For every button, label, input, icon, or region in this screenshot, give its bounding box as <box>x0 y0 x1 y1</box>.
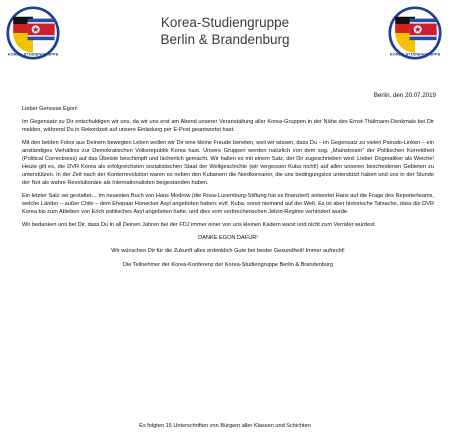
paragraph-2: Mit den beiden Fotos aus Deinem bewegten Leben wollen wir Dir eine kleine Freude bereiten, weil wir wissen, dass Du – im Gegensatz zu vielen Pseudo-Linken – ein anständiges Verhältnis zur Demokratischen Volksrepublik Korea hast. Unsere Gruppen werden natürlich von dem sog. „Mainstream“ der Politischen Korrektheit (Political Correctness) auf das Übelste beschimpft und lächerlich gemacht. Wir halten es mit einem Satz, der Dir zugeschrieben wird: Lieber Dogmatiker als Weiche! Heute gilt es, die DVR Korea als erfolgreichsten sozialistischen Staat der Weltgeschichte (wir vergessen Kuba nicht!) auf allen unseren bescheidenen Gebieten zu unterstützen. In der Zeit nach der Konterrevolution waren es neben den Kubanern die Nordkoreaner, die uns bedingungslos unterstützt haben und uns in der Stunde der Not als wahre Revolutionäre als Internationalisten beigestanden haben. <box>22 140 434 186</box>
svg-text:KOREA-STUDIENGRUPPE: KOREA-STUDIENGRUPPE <box>7 51 59 57</box>
title-line-2: Berlin & Brandenburg <box>160 32 290 47</box>
letterhead-title <box>0 14 450 48</box>
title-line-1: Korea-Studiengruppe <box>160 15 290 30</box>
wishes-line: Wir wünschen Dir für die Zukunft alles erdenklich Gute bei bester Gesundheit! Immer aufrecht! <box>111 248 345 255</box>
letter-date: Berlin, den 20.07.2019 <box>373 92 436 99</box>
paragraph-4: Wir bedanken uns bei Dir, dass Du in all Deinen Jahren bei der FDJ immer einer von uns kleinen Kadern warst und nicht zum Verräter wurdest. <box>22 222 377 229</box>
thanks-line: DANKE EGON DAFÜR! <box>198 235 258 242</box>
svg-text:KOREA-STUDIENGRUPPE: KOREA-STUDIENGRUPPE <box>389 51 441 57</box>
signature-line: Die Teilnehmer der Korea-Konferenz der Korea-Studiengruppe Berlin & Brandenburg <box>122 261 334 268</box>
letter-body <box>22 106 434 275</box>
salutation: Lieber Genosse Egon! <box>22 106 78 112</box>
paragraph-1: Im Gegensatz zu Dir entschuldigen wir uns, da wir uns erst am Abend unserer Veranstaltung aller Korea-Gruppen in der Nähe des Ernst-Thälmann-Denkmals bei Dir melden, während Du in Rekordzeit auf unsere Einladung per E-Post geantwortet hast. <box>22 119 434 134</box>
paragraph-3: Ein letzter Satz sei gestattet… Im neuesten Buch von Hans Modrow (die Rosa-Luxemburg-Stiftung hat es finanziert) antwortet Hans auf die Frage des Reporterteams, welche Länder – außer Chile – dem Ehepaar Honecker Asyl angeboten haben: evtl. Kuba, sonst niemand auf der Welt. Es ist aber historische Tatsache, dass die DVR Korea bis zum Ableben von Erich politisches Asyl angeboten hatte, und dies vom verbrecherischen Jelzin-Regime verhindert wurde. <box>22 193 434 215</box>
footer-note: Es folgten 15 Unterschriften von Bürgern aller Klassen und Schichten <box>139 423 311 429</box>
